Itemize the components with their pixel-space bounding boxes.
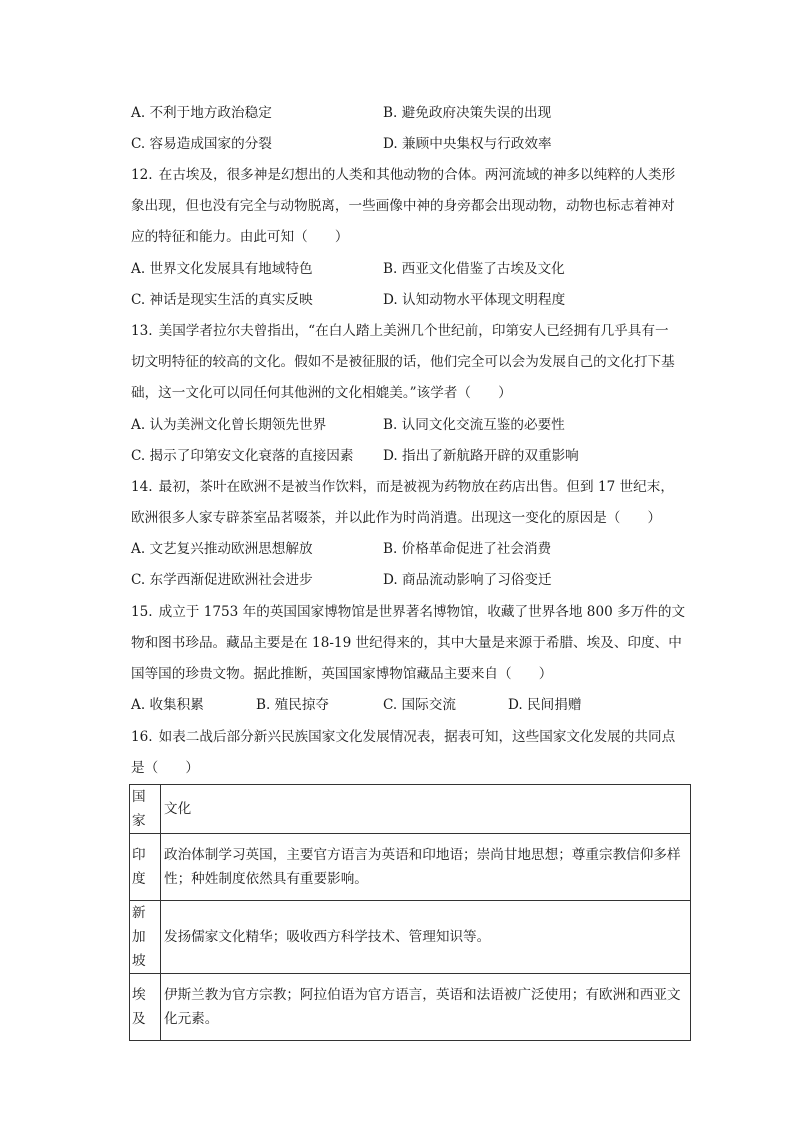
q13-option-c[interactable]: C. 揭示了印第安文化衰落的直接因素 <box>131 448 354 464</box>
table-cell-country: 印度 <box>130 834 161 901</box>
question-12-line-3: 应的特征和能力。由此可知（ ） <box>131 229 349 245</box>
question-12-line-1: 12. 在古埃及，很多神是幻想出的人类和其他动物的合体。两河流域的神多以纯粹的人类形 <box>131 167 676 183</box>
question-15-line-3: 国等国的珍贵文物。据此推断，英国国家博物馆藏品主要来自（ ） <box>131 666 553 682</box>
question-13-line-1: 13. 美国学者拉尔夫曾指出，“在白人踏上美洲几个世纪前，印第安人已经拥有几乎具有一 <box>131 323 669 339</box>
question-15-line-1: 15. 成立于 1753 年的英国国家博物馆是世界著名博物馆，收藏了世界各地 800 多万件的文 <box>131 604 686 620</box>
prev-option-a[interactable]: A. 不利于地方政治稳定 <box>131 105 272 121</box>
culture-table <box>129 784 691 1041</box>
table-row <box>130 834 691 901</box>
table-header-culture: 文化 <box>161 785 691 834</box>
table-cell-culture: 发扬儒家文化精华；吸收西方科学技术、管理知识等。 <box>161 901 691 974</box>
question-number: 15. <box>131 604 153 620</box>
prev-option-c[interactable]: C. 容易造成国家的分裂 <box>131 136 272 152</box>
question-14-line-1: 14. 最初，茶叶在欧洲不是被当作饮料，而是被视为药物放在药店出售。但到 17 世纪末， <box>131 479 674 495</box>
table-row <box>130 901 691 974</box>
q15-option-d[interactable]: D. 民间捐赠 <box>508 697 582 713</box>
question-15-line-2: 物和图书珍品。藏品主要是在 18-19 世纪得来的，其中大量是来源于希腊、埃及、印度、中 <box>131 635 682 651</box>
question-number: 12. <box>131 167 153 183</box>
q15-option-c[interactable]: C. 国际交流 <box>383 697 456 713</box>
q13-option-b[interactable]: B. 认同文化交流互鉴的必要性 <box>383 417 565 433</box>
table-cell-country: 新加 坡 <box>130 901 161 974</box>
table-header-country: 国家 <box>130 785 161 834</box>
question-number: 16. <box>131 729 153 745</box>
table-cell-culture: 政治体制学习英国，主要官方语言为英语和印地语；崇尚甘地思想；尊重宗教信仰多样 性；种姓制度依然具有重要影响。 <box>161 834 691 901</box>
question-14-line-2: 欧洲很多人家专辟茶室品茗啜茶，并以此作为时尚消遣。出现这一变化的原因是（ ） <box>131 510 662 526</box>
q15-option-b[interactable]: B. 殖民掠夺 <box>256 697 330 713</box>
q12-option-d[interactable]: D. 认知动物水平体现文明程度 <box>383 292 566 308</box>
q14-option-c[interactable]: C. 东学西渐促进欧洲社会进步 <box>131 572 313 588</box>
question-16-line-2: 是（ ） <box>131 760 199 776</box>
q14-option-a[interactable]: A. 文艺复兴推动欧洲思想解放 <box>131 541 313 557</box>
table-header-row <box>130 785 691 834</box>
q14-option-b[interactable]: B. 价格革命促进了社会消费 <box>383 541 552 557</box>
question-12-line-2: 象出现，但也没有完全与动物脱离，一些画像中神的身旁都会出现动物，动物也标志着神对 <box>131 198 675 214</box>
q12-option-a[interactable]: A. 世界文化发展具有地域特色 <box>131 261 313 277</box>
q15-option-a[interactable]: A. 收集积累 <box>131 697 204 713</box>
prev-option-d[interactable]: D. 兼顾中央集权与行政效率 <box>383 136 552 152</box>
table-cell-country: 埃及 <box>130 974 161 1041</box>
q12-option-c[interactable]: C. 神话是现实生活的真实反映 <box>131 292 313 308</box>
question-number: 14. <box>131 479 153 495</box>
question-13-line-2: 切文明特征的较高的文化。假如不是被征服的话，他们完全可以会为发展自己的文化打下基 <box>131 354 675 370</box>
table-cell-culture: 伊斯兰教为官方宗教；阿拉伯语为官方语言，英语和法语被广泛使用；有欧洲和西亚文 化元素。 <box>161 974 691 1041</box>
prev-option-b[interactable]: B. 避免政府决策失误的出现 <box>383 105 552 121</box>
question-13-line-3: 础，这一文化可以同任何其他洲的文化相媲美。”该学者（ ） <box>131 385 512 401</box>
q13-option-d[interactable]: D. 指出了新航路开辟的双重影响 <box>383 448 579 464</box>
question-16-line-1: 16. 如表二战后部分新兴民族国家文化发展情况表，据表可知，这些国家文化发展的共同点 <box>131 729 676 745</box>
q14-option-d[interactable]: D. 商品流动影响了习俗变迁 <box>383 572 552 588</box>
q12-option-b[interactable]: B. 西亚文化借鉴了古埃及文化 <box>383 261 565 277</box>
table-row <box>130 974 691 1041</box>
question-number: 13. <box>131 323 153 339</box>
q13-option-a[interactable]: A. 认为美洲文化曾长期领先世界 <box>131 417 327 433</box>
